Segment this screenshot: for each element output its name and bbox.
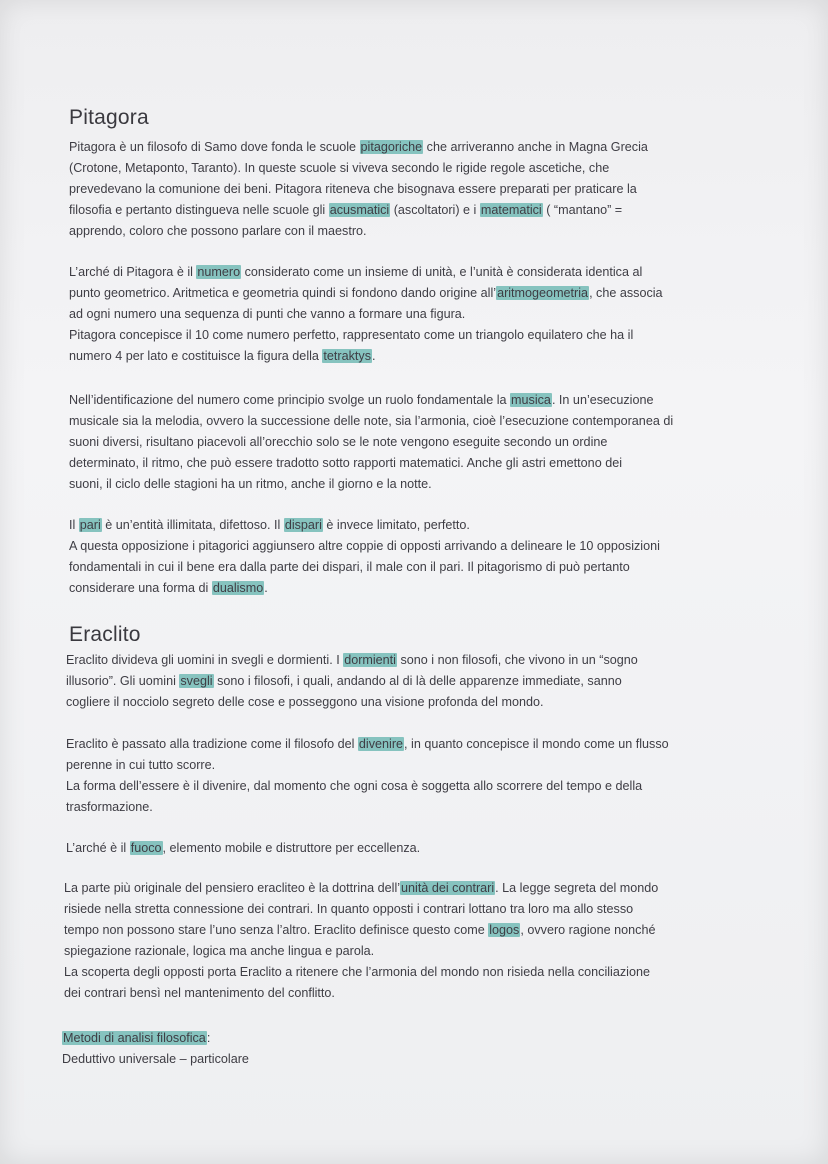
highlighted-term: logos [489, 923, 520, 937]
text-line: suoni, il ciclo delle stagioni ha un ritmo, anche il giorno e la notte. [69, 477, 432, 491]
text-line: filosofia e pertanto distingueva nelle scuole gli acusmatici (ascoltatori) e i matematici ( “mantano” = [69, 203, 623, 217]
text-line: Pitagora è un filosofo di Samo dove fonda le scuole pitagoriche che arriveranno anche in Magna Grecia [69, 140, 648, 154]
text-line: trasformazione. [66, 800, 153, 814]
section-title-pitagora: Pitagora [69, 106, 149, 129]
highlighted-term: pitagoriche [360, 140, 423, 154]
highlighted-term: fuoco [130, 841, 162, 855]
text-line: La parte più originale del pensiero eracliteo è la dottrina dell’unità dei contrari. La legge segreta del mondo [64, 881, 659, 895]
text-line: Eraclito è passato alla tradizione come il filosofo del divenire, in quanto concepisce il mondo come un flusso [66, 737, 669, 751]
text-line: La forma dell’essere è il divenire, dal momento che ogni cosa è soggetta allo scorrere del tempo e della [66, 779, 643, 793]
highlighted-term: divenire [358, 737, 404, 751]
text-line: determinato, il ritmo, che può essere tradotto sotto rapporti matematici. Anche gli astri emettono dei [69, 456, 622, 470]
text-line: Il pari è un’entità illimitata, difettoso. Il dispari è invece limitato, perfetto. [69, 518, 470, 532]
text-line: dei contrari bensì nel mantenimento del conflitto. [64, 986, 335, 1000]
text-line: prevedevano la comunione dei beni. Pitagora riteneva che bisognava essere preparati per praticare la [69, 182, 637, 196]
text-line: illusorio”. Gli uomini svegli sono i filosofi, i quali, andando al di là delle apparenze immediate, sanno [66, 674, 622, 688]
text-line: apprendo, coloro che possono parlare con il maestro. [69, 224, 367, 238]
text-line: Nell’identificazione del numero come principio svolge un ruolo fondamentale la musica. In un’esecuzione [69, 393, 654, 407]
text-line: L’arché è il fuoco, elemento mobile e distruttore per eccellenza. [66, 841, 421, 855]
text-line: considerare una forma di dualismo. [69, 581, 268, 595]
text-line: Eraclito divideva gli uomini in svegli e dormienti. I dormienti sono i non filosofi, che vivono in un “sogno [66, 653, 638, 667]
text-line: risiede nella stretta connessione dei contrari. In quanto opposti i contrari lottano tra loro ma allo stesso [64, 902, 634, 916]
text-line: L’arché di Pitagora è il numero considerato come un insieme di unità, e l’unità è considerata identica al [69, 265, 643, 279]
text-line: Deduttivo universale – particolare [62, 1052, 249, 1066]
highlighted-term: numero [197, 265, 241, 279]
section-title-eraclito: Eraclito [69, 623, 141, 646]
text-line: ad ogni numero una sequenza di punti che vanno a formare una figura. [69, 307, 466, 321]
highlighted-term: tetraktys [323, 349, 372, 363]
highlighted-term: dormienti [344, 653, 396, 667]
text-line: Pitagora concepisce il 10 come numero perfetto, rappresentato come un triangolo equilatero che ha il [69, 328, 634, 342]
text-line: cogliere il nocciolo segreto delle cose e posseggono una visione profonda del mondo. [66, 695, 544, 709]
text-line: tempo non possono stare l’uno senza l’altro. Eraclito definisce questo come logos, ovvero ragione nonché [64, 923, 656, 937]
text-line: Metodi di analisi filosofica: [63, 1031, 211, 1045]
text-line: musicale sia la melodia, ovvero la successione delle note, sia l’armonia, cioè l’esecuzione contemporanea di [69, 414, 674, 428]
highlighted-term: Metodi di analisi filosofica [63, 1031, 206, 1045]
highlighted-term: svegli [180, 674, 213, 688]
highlighted-term: dualismo [212, 581, 264, 595]
highlighted-term: unità dei contrari [401, 881, 495, 895]
highlighted-term: musica [511, 393, 551, 407]
highlighted-term: pari [79, 518, 101, 532]
text-line: numero 4 per lato e costituisce la figura della tetraktys. [69, 349, 376, 363]
highlighted-term: matematici [480, 203, 542, 217]
text-line: A questa opposizione i pitagorici aggiunsero altre coppie di opposti arrivando a delineare le 10 opposizioni [69, 539, 660, 553]
highlighted-term: aritmogeometria [497, 286, 589, 300]
text-line: perenne in cui tutto scorre. [66, 758, 216, 772]
highlighted-term: acusmatici [329, 203, 390, 217]
text-line: punto geometrico. Aritmetica e geometria quindi si fondono dando origine all’aritmogeometria, che associa [69, 286, 663, 300]
text-line: fondamentali in cui il bene era dalla parte dei dispari, il male con il pari. Il pitagorismo di può pertanto [69, 560, 630, 574]
text-line: La scoperta degli opposti porta Eraclito a ritenere che l’armonia del mondo non risieda nella conciliazione [64, 965, 650, 979]
text-line: (Crotone, Metaponto, Taranto). In queste scuole si viveva secondo le rigide regole ascetiche, che [69, 161, 610, 175]
highlighted-term: dispari [284, 518, 322, 532]
text-line: spiegazione razionale, logica ma anche lingua e parola. [64, 944, 375, 958]
text-line: suoni diversi, risultano piacevoli all’orecchio solo se le note vengono eseguite secondo un ordine [69, 435, 608, 449]
